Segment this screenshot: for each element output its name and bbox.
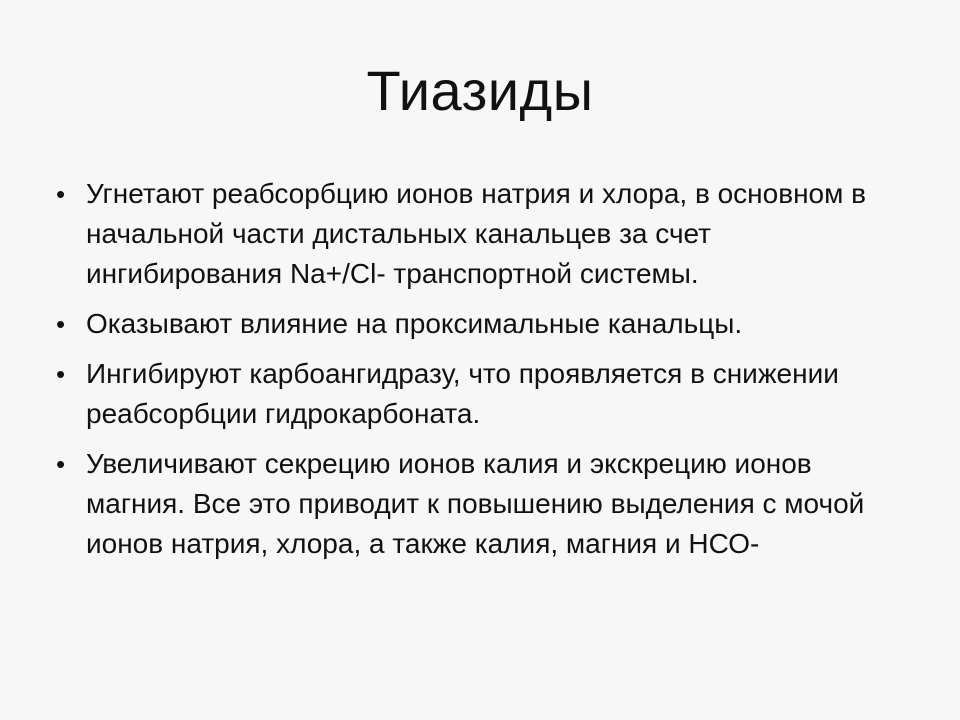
bullet-text: Оказывают влияние на проксимальные канальцы. (86, 308, 743, 339)
bullet-text: Ингибируют карбоангидразу, что проявляется в снижении реабсорбции гидрокарбоната. (86, 358, 839, 429)
bullet-list (56, 174, 876, 574)
bullet-marker: • (56, 359, 66, 389)
bullet-marker: • (56, 309, 66, 339)
bullet-item (56, 304, 876, 344)
bullet-item (56, 354, 876, 434)
slide-title: Тиазиды (366, 59, 594, 122)
bullet-marker: • (56, 179, 66, 209)
bullet-text: Увеличивают секрецию ионов калия и экскрецию ионов магния. Все это приводит к повышению выделения с мочой ионов натрия, хлора, а также калия, магния и НСО- (86, 448, 865, 559)
bullet-text: Угнетают реабсорбцию ионов натрия и хлора, в основном в начальной части дистальных канальцев за счет ингибирования Na+/Cl- транспортной системы. (86, 178, 867, 289)
bullet-marker: • (56, 449, 66, 479)
bullet-item (56, 174, 876, 294)
bullet-item (56, 444, 876, 564)
